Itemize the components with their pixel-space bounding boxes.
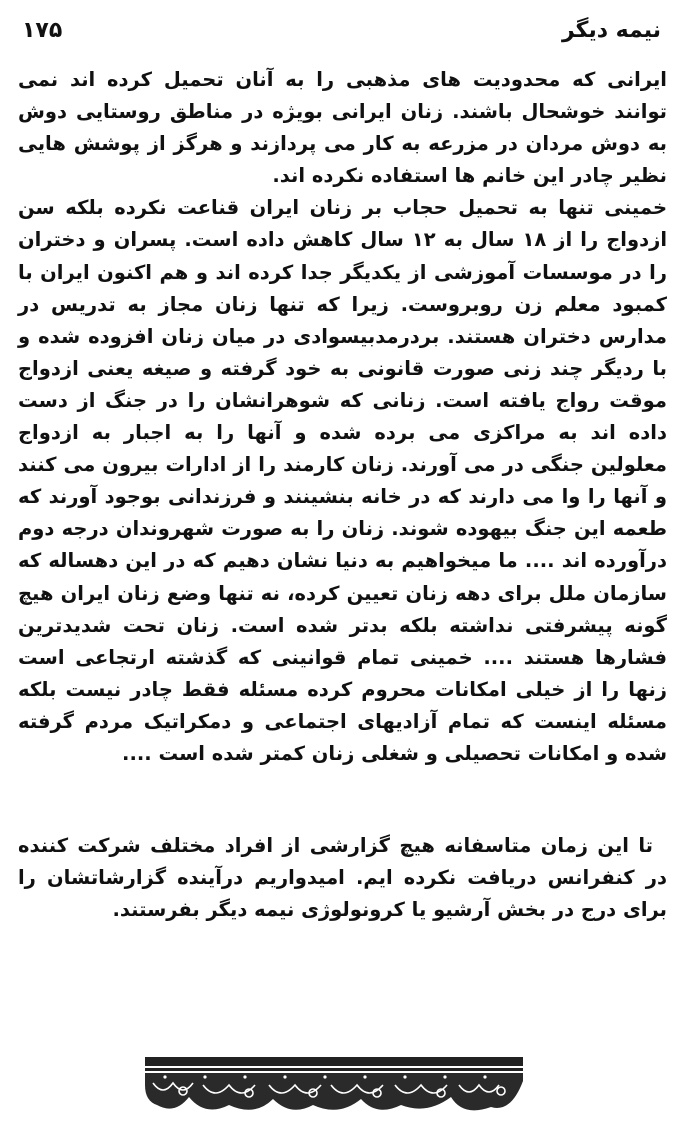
page-number: ۱۷۵: [22, 18, 63, 43]
running-title: نیمه دیگر: [561, 18, 661, 43]
paragraph-1: ایرانی که محدودیت های مذهبی را به آنان تحمیل کرده اند نمی توانند خوشحال باشند. زنان ایرانی بویژه در مناطق روستایی دوش به دوش مردان در مزرعه به کار می پردازند و هرگز از پوشش هایی نظیر چادر این خانم ها استفاده نکرده اند.: [18, 68, 667, 188]
paragraph-3: تا این زمان متاسفانه هیچ گزارشی از افراد مختلف شرکت کننده در کنفرانس دریافت نکرده ایم. امیدواریم درآینده گزارشاتشان را برای درج در بخش آرشیو یا کرونولوژی نیمه دیگر بفرستند.: [18, 834, 667, 922]
page-header: [22, 18, 661, 54]
body-text: [18, 64, 667, 926]
paragraph-2: خمینی تنها به تحمیل حجاب بر زنان ایران قناعت نکرده بلکه سن ازدواج را از ۱۸ سال به ۱۲ سال کاهش داده است. پسران و دختران را در موسسات آموزشی از یکدیگر جدا کرده اند و هم اکنون ایران با کمبود معلم زن روبروست. زیرا که تنها زنان مجاز به تدریس در مدارس دختران هستند. بردرمدبیسوادی در میان زنان افزوده شده و با ردیگر چند زنی صورت قانونی به خود گرفته و صیغه یعنی ازدواج موقت رواج یافته است. زنانی که شوهرانشان را در جنگ از دست داده اند به مراکزی می برده شده و آنها را به اجبار به ازدواج معلولین جنگی در می آورند. زنان کارمند را از ادارات بیرون می کنند و آنها را وا می دارند که در خانه بنشینند و فرزندانی بوجود آورند که طعمه این جنگ بیهوده شوند. زنان را به صورت شهروندان درجه دوم درآورده اند .... ما میخواهیم به دنیا نشان دهیم که در این دهساله که سازمان ملل برای دهه زنان تعیین کرده، نه تنها وضع زنان ایران هیچ گونه پیشرفتی نداشته بلکه بدتر شده است. زنان تحت شدیدترین فشارها هستند .... خمینی تمام قوانینی که گذشته ارتجاعی است زنها را از خیلی امکانات محروم کرده مسئله فقط چادر نیست بلکه مسئله اینست که تمام آزادیهای اجتماعی و دمکراتیک مردم گرفته شده و امکانات تحصیلی و شغلی زنان کمتر شده است ....: [18, 196, 668, 765]
decorative-border-ornament-icon: [145, 1055, 523, 1117]
